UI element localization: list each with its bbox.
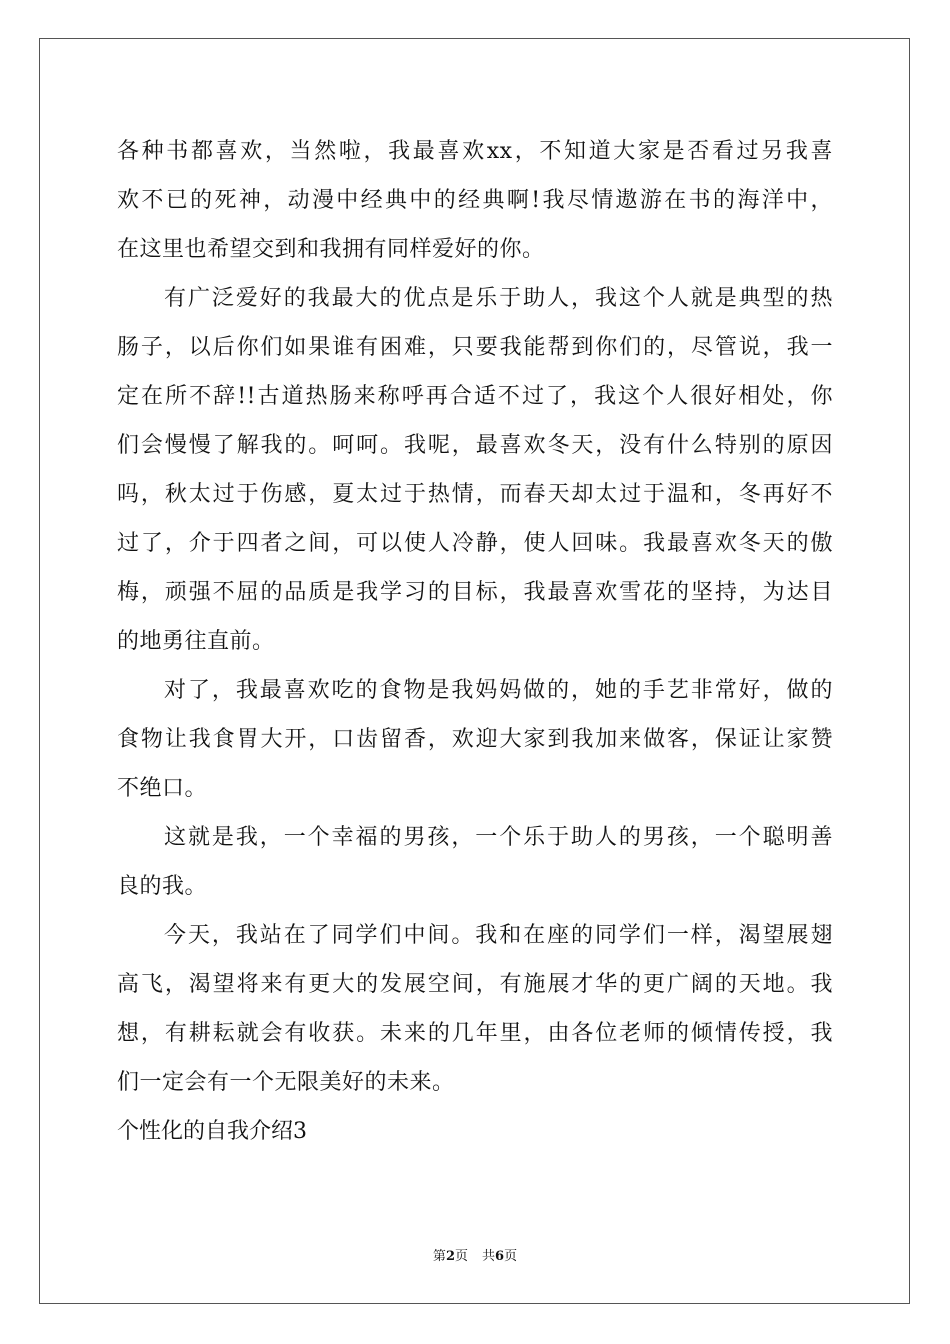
total-suffix: 页 xyxy=(504,1249,518,1264)
paragraph-3 xyxy=(117,666,833,813)
paragraph-2 xyxy=(117,274,833,666)
text-line: 们一定会有一个无限美好的未来。 xyxy=(117,1070,455,1095)
text-line: 这就是我，一个幸福的男孩，一个乐于助人的男孩，一个聪明善 xyxy=(164,825,833,850)
text-line: 对了，我最喜欢吃的食物是我妈妈做的，她的手艺非常好，做的 xyxy=(164,678,833,703)
text-line: 在这里也希望交到和我拥有同样爱好的你。 xyxy=(117,237,545,262)
current-page-number: 2 xyxy=(445,1249,455,1264)
text-line: 各种书都喜欢，当然啦，我最喜欢xx，不知道大家是否看过另我喜 xyxy=(117,139,833,164)
paragraph-4 xyxy=(117,813,833,911)
text-line: 良的我。 xyxy=(117,874,208,899)
page-prefix: 第 xyxy=(432,1249,446,1264)
text-line: 高飞，渴望将来有更大的发展空间，有施展才华的更广阔的天地。我 xyxy=(117,972,833,997)
text-line: 今天，我站在了同学们中间。我和在座的同学们一样，渴望展翅 xyxy=(164,923,833,948)
paragraph-1 xyxy=(117,127,833,274)
total-pages-number: 6 xyxy=(495,1249,505,1264)
page-footer xyxy=(0,1245,950,1264)
text-line: 的地勇往直前。 xyxy=(117,629,275,654)
page-suffix: 页 xyxy=(454,1249,468,1264)
text-line: 想，有耕耘就会有收获。未来的几年里，由各位老师的倾情传授，我 xyxy=(117,1021,833,1046)
text-line: 不绝口。 xyxy=(117,776,208,801)
text-line: 吗，秋太过于伤感，夏太过于热情，而春天却太过于温和，冬再好不 xyxy=(117,482,833,507)
total-prefix: 共 xyxy=(482,1249,496,1264)
paragraph-5 xyxy=(117,911,833,1107)
section-heading: 个性化的自我介绍3 xyxy=(117,1119,307,1144)
document-body xyxy=(117,127,833,1156)
text-line: 有广泛爱好的我最大的优点是乐于助人，我这个人就是典型的热 xyxy=(164,286,833,311)
text-line: 食物让我食胃大开，口齿留香，欢迎大家到我加来做客，保证让家赞 xyxy=(117,727,833,752)
text-line: 们会慢慢了解我的。呵呵。我呢，最喜欢冬天，没有什么特别的原因 xyxy=(117,433,833,458)
text-line: 过了，介于四者之间，可以使人冷静，使人回味。我最喜欢冬天的傲 xyxy=(117,531,833,556)
text-line: 肠子，以后你们如果谁有困难，只要我能帮到你们的，尽管说，我一 xyxy=(117,335,833,360)
text-line: 定在所不辞!!古道热肠来称呼再合适不过了，我这个人很好相处，你 xyxy=(117,384,833,409)
text-line: 梅，顽强不屈的品质是我学习的目标，我最喜欢雪花的坚持，为达目 xyxy=(117,580,833,605)
text-line: 欢不已的死神，动漫中经典中的经典啊!我尽情遨游在书的海洋中， xyxy=(117,188,833,213)
